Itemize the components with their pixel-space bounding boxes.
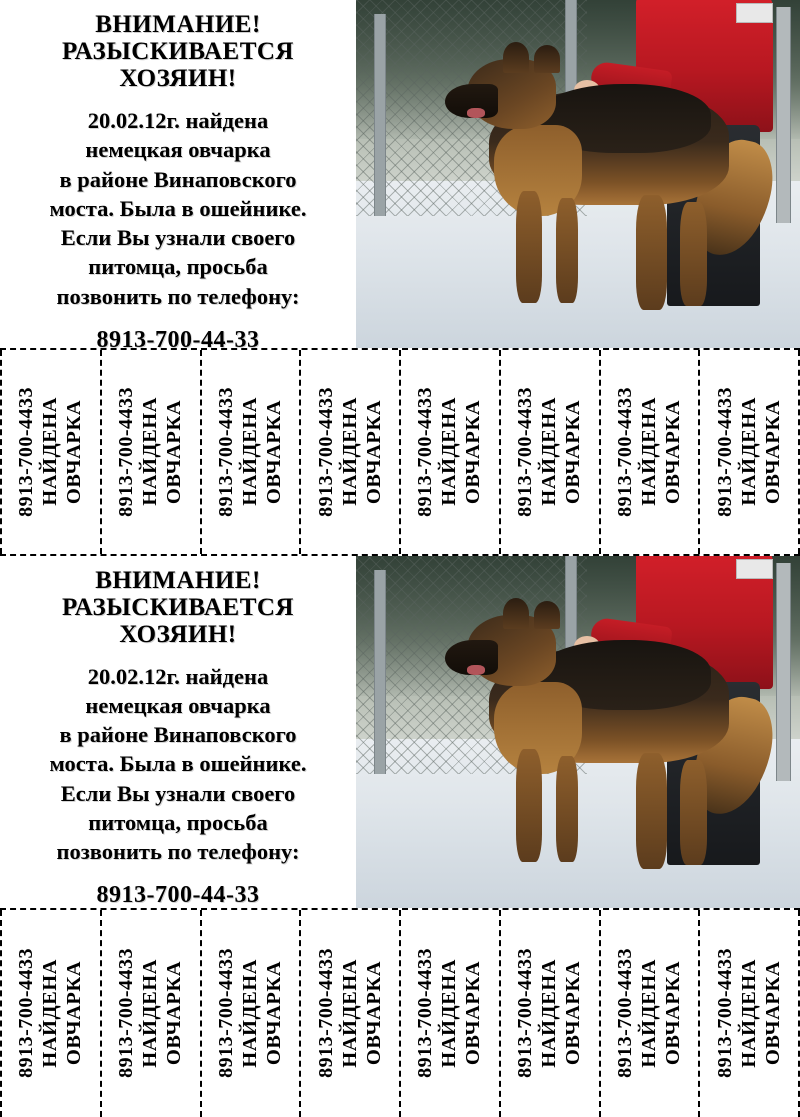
tearoff-phone: 8913-700-4433 [613,386,636,517]
title-line-3: ХОЗЯИН! [119,620,237,648]
title-line-1: ВНИМАНИЕ! [95,11,261,38]
body-line-2: немецкая овчарка [85,137,271,163]
dog-photo-2 [356,556,800,908]
title-line-3: ХОЗЯИН! [119,65,237,92]
photo-dog-leg [636,753,667,869]
tearoff-word-1: НАЙДЕНА [637,958,660,1068]
tearoff-word-2: ОВЧАРКА [462,961,485,1066]
photo-dog-ear [534,601,561,629]
tearoff-word-2: ОВЧАРКА [63,399,86,504]
body-line-5: Если Вы узнали своего [60,225,296,250]
title-line-2: РАЗЫСКИВАЕТСЯ [62,593,294,621]
flyer-title-1 [62,11,294,92]
tearoff-word-1: НАЙДЕНА [238,397,261,507]
dog-photo-1 [356,0,800,348]
tearoff-word-1: НАЙДЕНА [538,958,561,1068]
photo-dog-leg [680,202,707,306]
tearoff-tab[interactable] [0,910,102,1117]
body-line-7: позвонить по телефону: [56,839,300,864]
body-line-2: немецкая овчарка [85,692,271,718]
tearoff-word-1: НАЙДЕНА [637,397,660,507]
tearoff-tab[interactable] [601,910,701,1117]
tearoff-word-1: НАЙДЕНА [438,958,461,1068]
flyer-block-1 [0,0,800,353]
tearoff-tab[interactable] [301,350,401,554]
tearoff-word-1: НАЙДЕНА [538,397,561,507]
flyer-body-1 [50,106,307,311]
photo-dog-leg [556,198,578,302]
tearoff-phone: 8913-700-4433 [414,948,437,1079]
photo-fence-post [374,14,386,216]
tearoff-tab[interactable] [700,350,800,554]
tearoff-phone: 8913-700-4433 [314,948,337,1079]
flyer-body-2 [50,662,307,867]
flyer-title-2 [62,567,294,648]
photo-jacket-tag [736,3,774,22]
photo-dog-ear [503,598,530,630]
photo-dog-ear [534,45,561,73]
flyer-text-2 [0,556,356,908]
tearoff-word-1: НАЙДЕНА [139,397,162,507]
title-line-1: ВНИМАНИЕ! [95,566,261,594]
body-line-3: в районе Винаповского [59,722,297,747]
tearoff-word-2: ОВЧАРКА [362,961,385,1066]
body-line-1: 20.02.12г. найдена [87,108,269,133]
tearoff-phone: 8913-700-4433 [15,386,38,517]
flyer-block-2 [0,556,800,908]
body-line-6: питомца, просьба [88,254,268,280]
tearoff-tab[interactable] [102,350,202,554]
tearoff-phone: 8913-700-4433 [214,948,237,1079]
tearoff-tab[interactable] [501,350,601,554]
flyer-phone-2: 8913-700-44-33 [96,882,260,909]
tearoff-phone: 8913-700-4433 [514,948,537,1079]
flyer-phone-1: 8913-700-44-33 [96,326,260,353]
tearoff-tab[interactable] [401,910,501,1117]
tearoff-word-2: ОВЧАРКА [661,961,684,1066]
tearoff-word-1: НАЙДЕНА [737,958,760,1068]
tearoff-row-2 [0,908,800,1117]
tearoff-phone: 8913-700-4433 [115,386,138,517]
tearoff-phone: 8913-700-4433 [115,948,138,1079]
tearoff-word-1: НАЙДЕНА [139,958,162,1068]
tearoff-word-2: ОВЧАРКА [362,399,385,504]
tearoff-tab[interactable] [700,910,800,1117]
photo-dog-leg [556,756,578,862]
tearoff-word-2: ОВЧАРКА [761,399,784,504]
tearoff-tab[interactable] [202,910,302,1117]
tearoff-phone: 8913-700-4433 [713,948,736,1079]
body-line-6: питомца, просьба [88,809,268,835]
body-line-1: 20.02.12г. найдена [87,663,269,689]
photo-dog-leg [516,749,543,862]
tearoff-word-2: ОВЧАРКА [562,961,585,1066]
tearoff-word-1: НАЙДЕНА [338,397,361,507]
photo-dog-tongue [467,665,485,676]
tearoff-phone: 8913-700-4433 [613,948,636,1079]
photo-dog-ear [503,42,530,73]
tearoff-word-1: НАЙДЕНА [438,397,461,507]
tearoff-word-2: ОВЧАРКА [163,399,186,504]
tearoff-word-2: ОВЧАРКА [661,399,684,504]
tearoff-word-2: ОВЧАРКА [562,399,585,504]
tearoff-phone: 8913-700-4433 [214,386,237,517]
tearoff-word-1: НАЙДЕНА [39,397,62,507]
tearoff-phone: 8913-700-4433 [314,386,337,517]
photo-jacket-tag [736,559,774,579]
tearoff-tab[interactable] [501,910,601,1117]
tearoff-word-2: ОВЧАРКА [761,961,784,1066]
tearoff-tab[interactable] [301,910,401,1117]
tearoff-word-2: ОВЧАРКА [63,961,86,1066]
photo-dog-leg [680,760,707,866]
tearoff-word-1: НАЙДЕНА [338,958,361,1068]
tearoff-word-1: НАЙДЕНА [39,958,62,1068]
photo-dog-leg [636,195,667,310]
tearoff-word-2: ОВЧАРКА [262,961,285,1066]
tearoff-phone: 8913-700-4433 [414,386,437,517]
tearoff-tab[interactable] [0,350,102,554]
tearoff-word-2: ОВЧАРКА [262,399,285,504]
tearoff-word-1: НАЙДЕНА [238,958,261,1068]
tearoff-word-1: НАЙДЕНА [737,397,760,507]
tearoff-row-1 [0,348,800,556]
tearoff-phone: 8913-700-4433 [15,948,38,1079]
photo-dog-leg [516,191,543,302]
tearoff-word-2: ОВЧАРКА [462,399,485,504]
flyer-text-1 [0,0,356,353]
title-line-2: РАЗЫСКИВАЕТСЯ [62,38,294,65]
tearoff-tab[interactable] [102,910,202,1117]
tearoff-tab[interactable] [202,350,302,554]
photo-fence-post [374,570,386,774]
body-line-3: в районе Винаповского [59,166,297,192]
body-line-4: моста. Была в ошейнике. [49,195,307,221]
body-line-4: моста. Была в ошейнике. [49,751,307,777]
body-line-7: позвонить по телефону: [56,283,300,309]
photo-dog-tongue [467,108,485,118]
photo-gate-post [776,563,791,781]
tearoff-tab[interactable] [601,350,701,554]
body-line-5: Если Вы узнали своего [60,780,296,806]
tearoff-tab[interactable] [401,350,501,554]
tearoff-phone: 8913-700-4433 [713,386,736,517]
tearoff-phone: 8913-700-4433 [514,386,537,517]
tearoff-word-2: ОВЧАРКА [163,961,186,1066]
photo-gate-post [776,7,791,223]
